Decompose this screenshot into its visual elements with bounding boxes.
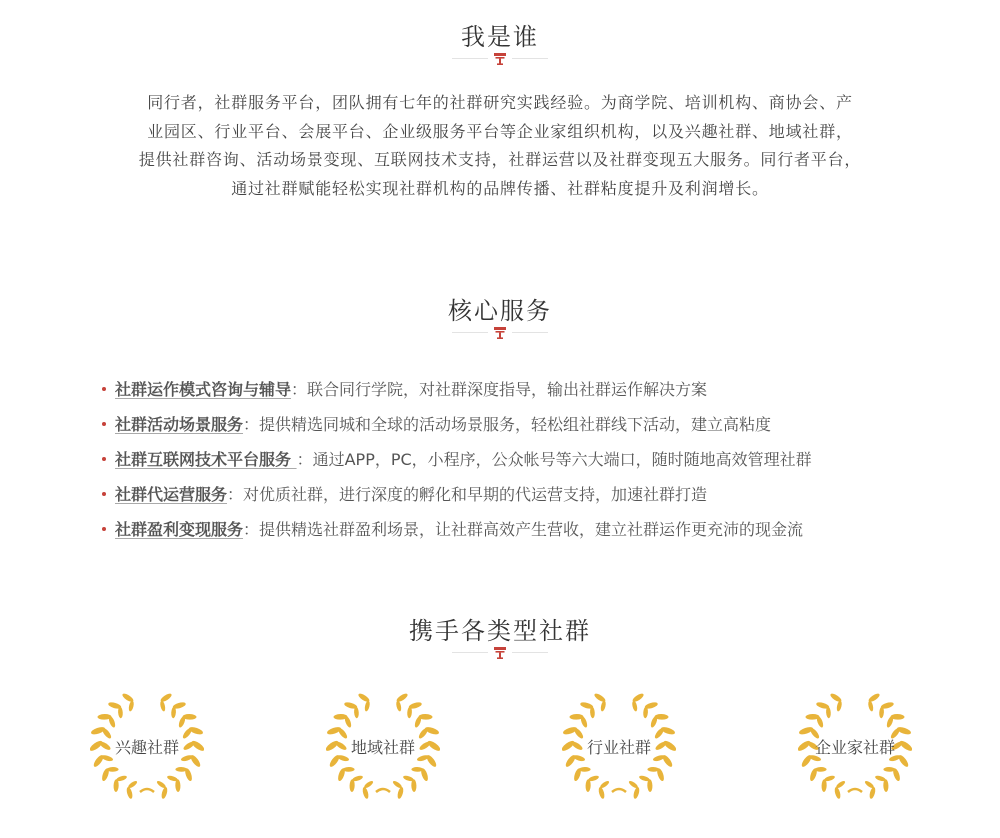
service-separator: ： — [243, 415, 260, 434]
community-badge-label: 兴趣社群 — [114, 738, 179, 757]
community-badge-label: 行业社群 — [586, 738, 651, 757]
divider-line-left — [452, 58, 488, 59]
service-separator: ： — [227, 485, 244, 504]
laurel-leaf — [598, 786, 606, 799]
core-services-list — [100, 376, 960, 551]
about-paragraph-line: 业园区、行业平台、会展平台、企业级服务平台等企业家组织机构，以及兴趣社群、地域社群， — [147, 121, 853, 141]
laurel-leaf — [343, 767, 355, 772]
laurel-leaf — [364, 700, 371, 712]
laurel-leaf — [107, 767, 119, 772]
service-description: 提供精选社群盈利场景，让社群高效产生营收，建立社群运作更充沛的现金流 — [259, 520, 804, 539]
service-description: 通过APP，PC，小程序，公众帐号等六大端口，随时随地高效管理社群 — [312, 450, 812, 469]
laurel-leaf — [631, 700, 638, 712]
about-title-divider — [452, 52, 548, 66]
community-badge-industry[interactable] — [562, 688, 676, 802]
service-item — [100, 481, 960, 516]
service-item — [100, 446, 960, 481]
laurel-leaf — [362, 786, 370, 799]
divider-line-right — [512, 652, 548, 653]
community-badge-entrepreneur[interactable] — [798, 688, 912, 802]
seal-emblem-icon — [493, 646, 507, 660]
laurel-leaf — [864, 780, 875, 789]
laurel-leaf — [156, 780, 167, 789]
about-paragraph-line: 提供社群咨询、活动场景变现、互联网技术支持，社群运营以及社群变现五大服务。同行者平台， — [138, 150, 862, 169]
seal-emblem-icon — [493, 326, 507, 340]
laurel-leaf — [128, 700, 135, 712]
bullet-dot-icon — [102, 527, 106, 531]
laurel-ribbon — [376, 789, 390, 792]
service-name-link[interactable]: 社群活动场景服务 — [115, 415, 244, 434]
laurel-leaf — [175, 767, 187, 772]
laurel-leaf — [126, 786, 134, 799]
divider-line-left — [452, 332, 488, 333]
laurel-leaf — [869, 786, 877, 799]
core-services-title-divider — [452, 326, 548, 340]
community-badge-label: 企业家社群 — [814, 738, 895, 757]
community-badge-interest[interactable] — [90, 688, 204, 802]
laurel-leaf — [395, 700, 402, 712]
service-separator: ： — [296, 450, 313, 469]
community-types-title-divider — [452, 646, 548, 660]
laurel-ribbon — [140, 789, 154, 792]
laurel-ribbon — [848, 789, 862, 792]
bullet-dot-icon — [102, 457, 106, 461]
core-services-title: 核心服务 — [448, 297, 552, 325]
laurel-leaf — [127, 780, 138, 789]
service-name-link[interactable]: 社群盈利变现服务 — [115, 520, 244, 539]
laurel-leaf — [647, 767, 659, 772]
service-item — [100, 411, 960, 446]
about-paragraph-line: 同行者，社群服务平台，团队拥有七年的社群研究实践经验。为商学院、培训机构、商协会、产 — [147, 93, 853, 112]
laurel-leaf — [815, 767, 827, 772]
laurel-leaf — [867, 700, 874, 712]
seal-emblem-icon — [493, 52, 507, 66]
laurel-leaf — [628, 780, 639, 789]
laurel-leaf — [363, 780, 374, 789]
service-separator: ： — [291, 380, 308, 399]
laurel-leaf — [161, 786, 169, 799]
service-name-link[interactable]: 社群运作模式咨询与辅导 — [115, 380, 292, 399]
divider-line-right — [512, 58, 548, 59]
community-types-title: 携手各类型社群 — [409, 617, 591, 645]
service-separator: ： — [243, 520, 260, 539]
laurel-leaf — [392, 780, 403, 789]
community-badge-region[interactable] — [326, 688, 440, 802]
service-item — [100, 376, 960, 411]
bullet-dot-icon — [102, 492, 106, 496]
service-description: 提供精选同城和全球的活动场景服务，轻松组社群线下活动，建立高粘度 — [259, 415, 772, 434]
service-description: 联合同行学院，对社群深度指导，输出社群运作解决方案 — [307, 380, 708, 399]
bullet-dot-icon — [102, 387, 106, 391]
laurel-leaf — [835, 780, 846, 789]
laurel-leaf — [579, 767, 591, 772]
laurel-leaf — [397, 786, 405, 799]
service-item — [100, 516, 960, 551]
laurel-leaf — [599, 780, 610, 789]
laurel-leaf — [159, 700, 166, 712]
divider-line-left — [452, 652, 488, 653]
service-description: 对优质社群，进行深度的孵化和早期的代运营支持，加速社群打造 — [243, 485, 708, 504]
laurel-leaf — [883, 767, 895, 772]
laurel-leaf — [836, 700, 843, 712]
laurel-leaf — [600, 700, 607, 712]
laurel-leaf — [834, 786, 842, 799]
laurel-ribbon — [612, 789, 626, 792]
about-paragraph-line: 通过社群赋能轻松实现社群机构的品牌传播、社群粘度提升及利润增长。 — [231, 178, 769, 198]
about-paragraph — [90, 89, 910, 203]
divider-line-right — [512, 332, 548, 333]
service-name-link[interactable]: 社群互联网技术平台服务 — [115, 450, 297, 469]
about-section-title: 我是谁 — [461, 23, 539, 51]
community-badge-label: 地域社群 — [350, 738, 415, 757]
laurel-leaf — [411, 767, 423, 772]
laurel-leaf — [633, 786, 641, 799]
service-name-link[interactable]: 社群代运营服务 — [115, 485, 228, 504]
bullet-dot-icon — [102, 422, 106, 426]
